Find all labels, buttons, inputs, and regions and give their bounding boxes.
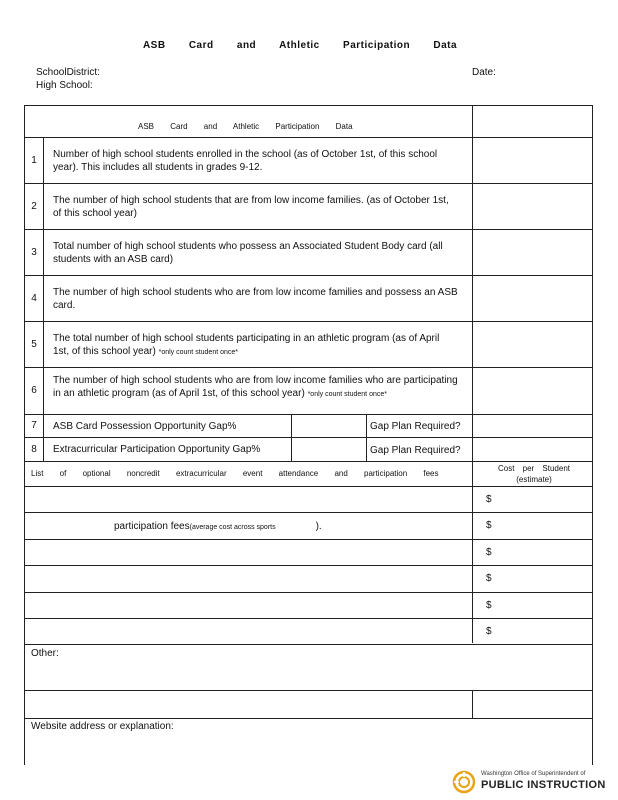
row-number: 5 <box>31 339 37 350</box>
fee-row-text <box>114 520 322 534</box>
row-question: Total number of high school students who possess an Associated Student Body card (all students with an ASB card) <box>53 241 443 265</box>
row-question: The number of high school students who are from low income families and possess an ASB card. <box>53 287 458 311</box>
asb-gap-label: ASB Card Possession Opportunity Gap% <box>53 421 237 432</box>
row-question <box>53 332 458 359</box>
fee-label: participation fees <box>114 521 190 532</box>
ospi-logo-icon <box>452 770 476 794</box>
gap-plan-required-label: Gap Plan Required? <box>370 421 461 432</box>
row-number: 8 <box>31 444 37 455</box>
gap-plan-required-label: Gap Plan Required? <box>370 445 461 456</box>
cost-dollar: $ <box>486 600 492 611</box>
high-school-label: High School: <box>36 80 93 91</box>
website-label: Website address or explanation: <box>31 721 174 732</box>
row-question: The number of high school students that are from low income families. (as of October 1st, of this school year) <box>53 195 449 219</box>
logo-line1: Washington Office of Superintendent of <box>481 771 586 777</box>
row-note: *only count student once* <box>307 391 387 398</box>
row-question-text: The total number of high school students participating in an athletic program (as of April 1st, of this school year) <box>53 333 440 357</box>
row-question <box>53 374 458 401</box>
fees-header: List of optional noncredit extracurricular event attendance and participation fees <box>31 469 439 478</box>
row-question: Number of high school students enrolled in the school (as of October 1st, of this school year). This includes all students in grades 9-12. <box>53 149 438 173</box>
cost-dollar: $ <box>486 547 492 558</box>
cost-dollar: $ <box>486 520 492 531</box>
row-note: *only count student once* <box>158 349 238 356</box>
row-number: 2 <box>31 201 37 212</box>
date-label: Date: <box>472 67 496 78</box>
form-title: ASB Card and Athletic Participation Data <box>142 40 458 51</box>
cost-header: Cost per Student (estimate) <box>497 464 571 484</box>
extracurricular-gap-label: Extracurricular Participation Opportunity Gap% <box>53 444 261 455</box>
row-question-text: The number of high school students who are from low income families who are participating in an athletic program (as of April 1st, of this school year) <box>53 375 458 399</box>
other-label: Other: <box>31 648 59 659</box>
cost-dollar: $ <box>486 626 492 637</box>
row-number: 6 <box>31 385 37 396</box>
row-number: 7 <box>31 420 37 431</box>
school-district-label: SchoolDistrict: <box>36 67 100 78</box>
cost-dollar: $ <box>486 494 492 505</box>
row-number: 3 <box>31 247 37 258</box>
fee-note: (average cost across sports <box>189 524 276 531</box>
table-header: ASB Card and Athletic Participation Data <box>138 122 353 131</box>
row-number: 4 <box>31 293 37 304</box>
row-number: 1 <box>31 155 37 166</box>
logo-line2: PUBLIC INSTRUCTION <box>481 779 606 791</box>
ospi-logo <box>452 770 476 799</box>
cost-dollar: $ <box>486 573 492 584</box>
fee-close: ). <box>315 521 322 532</box>
